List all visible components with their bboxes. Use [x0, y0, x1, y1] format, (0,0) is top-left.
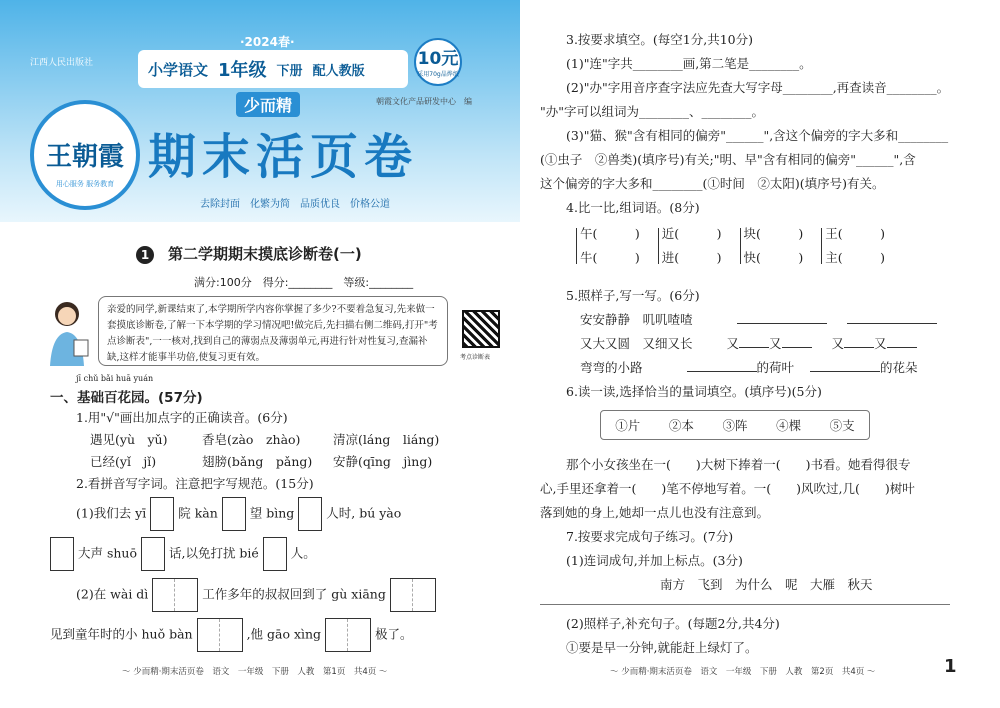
q3-title: 3.按要求填空。(每空1分,共10分) [566, 32, 754, 47]
subject-bar [138, 50, 408, 88]
q1-item: 安静(qīng jìng) [333, 454, 433, 469]
writing-grid[interactable] [222, 497, 246, 531]
q5-r1: 安安静静 叽叽喳喳 [580, 310, 937, 328]
q6-word-box: ①片 ②本 ③阵 ④棵 ⑤支 [600, 410, 870, 440]
q3-3c: 这个偏旁的字大多和________(①时间 ②太阳)(填序号)有关。 [540, 176, 885, 191]
q7-words: 南方 飞到 为什么 呢 大雁 秋天 [660, 577, 873, 592]
writing-grid[interactable] [50, 537, 74, 571]
q3-2b: "办"字可以组词为________、________。 [540, 104, 764, 119]
q1-item: 已经(yǐ jǐ) [90, 454, 157, 469]
q7-2a: ①要是早一分钟,就能赶上绿灯了。 [566, 640, 758, 655]
year-label: ·2024春· [240, 35, 295, 49]
grade: 1年级 [218, 60, 267, 81]
editor-center: 朝霞文化产品研发中心 编 [376, 97, 472, 106]
q1-item: 遇见(yù yǔ) [90, 432, 168, 447]
left-footer: ～ 少而精·期末活页卷 语文 一年级 下册 人教 第1页 共4页 ～ [122, 667, 388, 677]
page-number: 1 [944, 656, 957, 677]
writing-grid[interactable] [150, 497, 174, 531]
q7-1: (1)连词成句,并加上标点。(3分) [566, 553, 743, 568]
q2-title: 2.看拼音写字词。注意把字写规范。(15分) [76, 476, 314, 491]
writing-grid[interactable] [197, 618, 243, 652]
section1-title: 一、基础百花园。(57分) [50, 390, 203, 406]
q3-2a: (2)"办"字用音序查字法应先查大写字母________,再查读音________。 [566, 80, 950, 95]
q5-title: 5.照样子,写一写。(6分) [566, 288, 700, 303]
q1-item: 香皂(zào zhào) [202, 432, 301, 447]
q3-1: (1)"连"字共________画,第二笔是________。 [566, 56, 812, 71]
term: 下册 [276, 63, 303, 79]
price-note: 采用70g晶烨纸 [417, 71, 459, 78]
q2-line3: (2)在 wài dì 工作多年的叔叔回到了 gù xiāng [76, 578, 436, 612]
brand-small: 用心服务 服务教育 [55, 180, 115, 188]
q6-title: 6.读一读,选择恰当的量词填空。(填序号)(5分) [566, 384, 822, 399]
q2-line2: 大声 shuō 话,以免打扰 bié 人。 [50, 537, 316, 571]
q1-item: 清凉(láng liáng) [333, 432, 440, 447]
q3-3a: (3)"猫、猴"含有相同的偏旁"______",含这个偏旁的字大多和________ [566, 128, 949, 143]
right-footer: ～ 少而精·期末活页卷 语文 一年级 下册 人教 第2页 共4页 ～ [610, 667, 876, 677]
test-title: 1 第二学期期末摸底诊断卷(一) [136, 243, 362, 264]
q2-line1: (1)我们去 yī 院 kàn 望 bìng 人时, bú yào [76, 497, 401, 531]
price: 10元 [417, 49, 459, 69]
test-number: 1 [136, 246, 154, 264]
q6-t1: 那个小女孩坐在一( )大树下捧着一( )书看。她看得很专 [566, 457, 911, 472]
q1-item: 翅膀(bǎng pǎng) [202, 454, 313, 469]
q5-r2: 又大又圆 又细又长 又 又 又 又 [580, 334, 917, 352]
cover-banner [0, 0, 520, 222]
writing-grid[interactable] [152, 578, 198, 612]
teacher-avatar-icon [40, 296, 94, 368]
qr-code-icon[interactable] [462, 310, 500, 348]
brand-badge [30, 100, 140, 210]
q6-t3: 落到她的身上,她却一点儿也没有注意到。 [540, 505, 769, 520]
publisher: 江西人民出版社 [30, 58, 94, 68]
qr-label: 考点诊断表 [460, 354, 491, 361]
writing-grid[interactable] [325, 618, 371, 652]
q2-line4: 见到童年时的小 huǒ bàn ,他 gāo xìng 极了。 [50, 618, 413, 652]
q7-2: (2)照样子,补充句子。(每题2分,共4分) [566, 616, 780, 631]
writing-grid[interactable] [298, 497, 322, 531]
q5-r3: 弯弯的小路 的荷叶 的花朵 [580, 360, 918, 375]
brand-name: 王朝霞 [45, 142, 124, 172]
q6-t2: 心,手里还拿着一( )笔不停地写着。一( )风吹过,几( )树叶 [540, 481, 915, 496]
price-badge [414, 38, 462, 86]
edition: 配人教版 [312, 63, 365, 79]
brand-top: 少而精 [236, 92, 300, 117]
section1-pinyin: jī chǔ bǎi huā yuán [76, 374, 154, 383]
subject: 小学语文 [148, 60, 209, 79]
slogan: 去除封面 化繁为简 品质优良 价格公道 [200, 199, 390, 210]
q7-title: 7.按要求完成句子练习。(7分) [566, 529, 734, 544]
intro-box: 亲爱的同学,新课结束了,本学期所学内容你掌握了多少?不要着急复习,先来做一套摸底诊断卷,了解一下本学期的学习情况吧!做完后,先扫描右侧二维码,打开"考点诊断表",一一核对,找到自己的薄弱点及薄弱单元,再进行针对性复习,查漏补缺,这样才能事半功倍,使复习更有效。 [98, 296, 448, 366]
writing-grid[interactable] [390, 578, 436, 612]
q3-3b: (①虫子 ②兽类)(填序号)有关;"明、早"含有相同的偏旁"______",含 [540, 152, 916, 167]
main-title: 期末活页卷 [148, 129, 419, 185]
q4-group: 午( ) 牛( ) 近( ) 进( ) 块( ) 快( ) 王( ) 主( ) [576, 222, 885, 270]
q4-title: 4.比一比,组词语。(8分) [566, 200, 700, 215]
q1-title: 1.用"√"画出加点字的正确读音。(6分) [76, 410, 288, 425]
writing-grid[interactable] [263, 537, 287, 571]
writing-grid[interactable] [141, 537, 165, 571]
divider [540, 604, 950, 605]
score-line: 满分:100分 得分:________ 等级:________ [194, 276, 414, 289]
